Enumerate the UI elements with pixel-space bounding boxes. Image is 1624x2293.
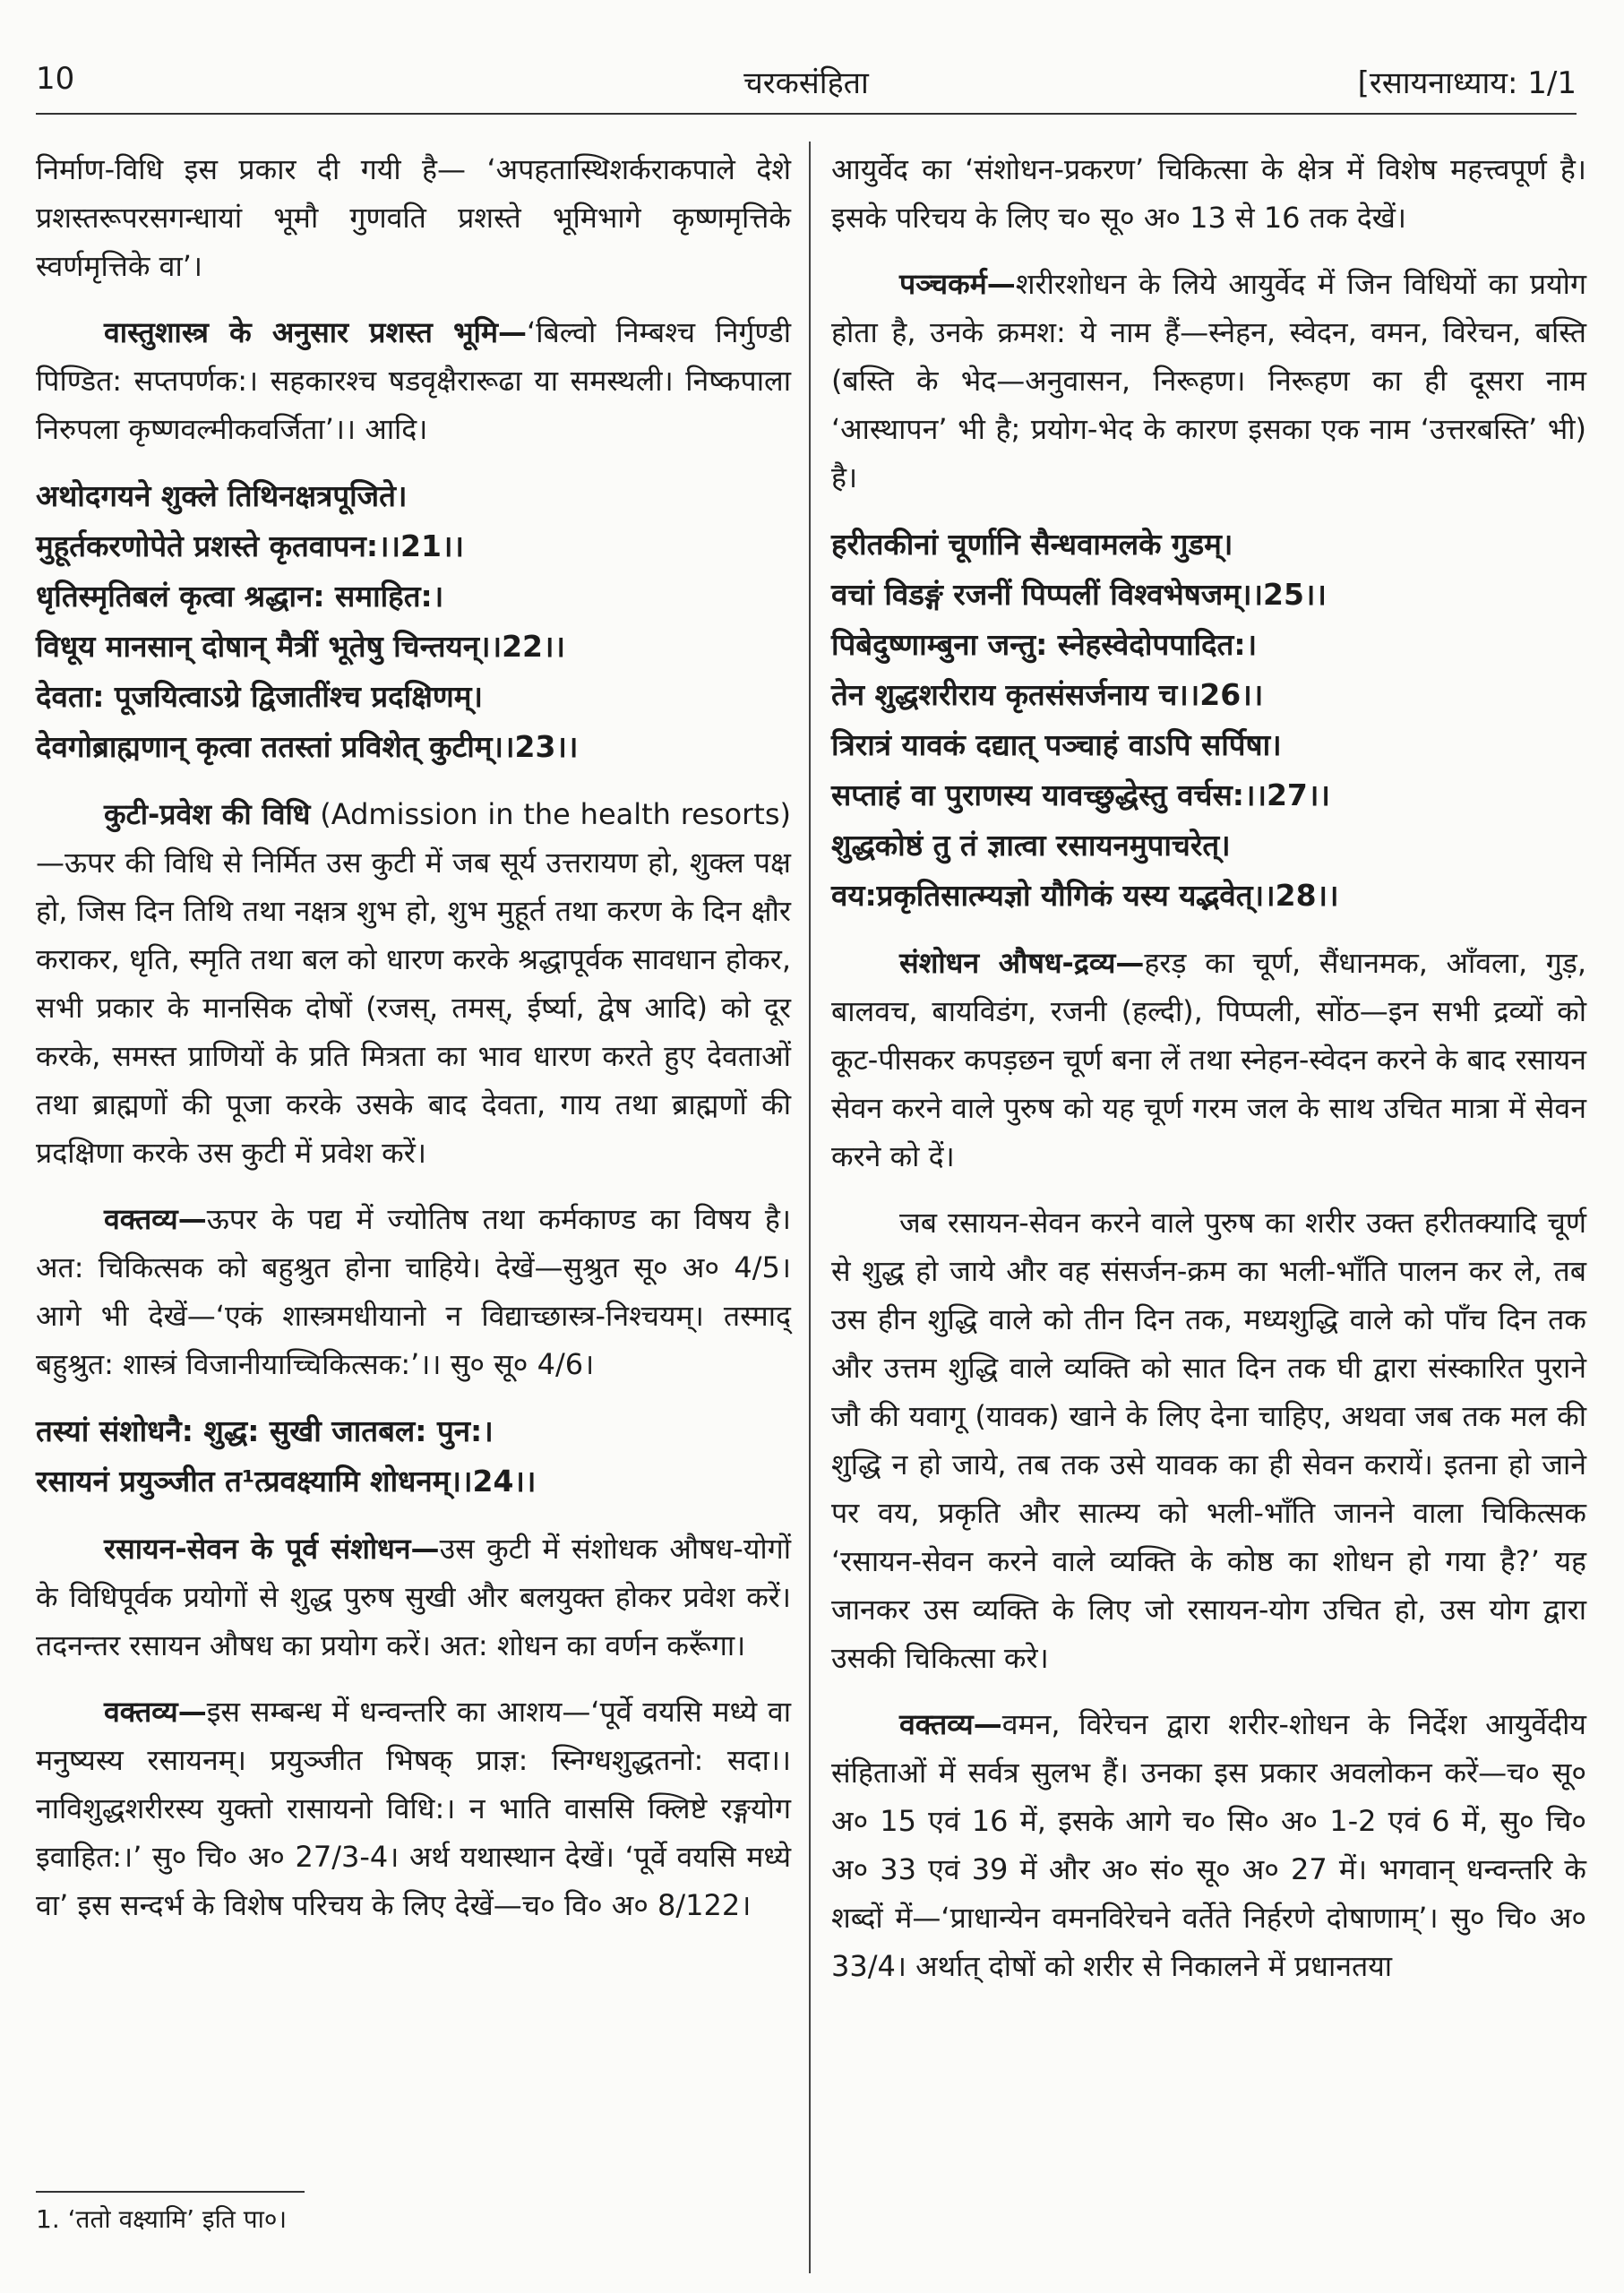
verse-line: विधूय मानसान् दोषान् मैत्रीं भूतेषु चिन्तयन्।।22।। — [36, 629, 566, 664]
paragraph-text: (Admission in the health resorts)—ऊपर की विधि से निर्मित उस कुटी में जब सूर्य उत्तरायण हो, शुक्ल पक्ष हो, जिस दिन तिथि तथा नक्षत्र शुभ हो, शुभ मुहूर्त तथा करण के दिन क्षौर कराकर, धृति, स्मृति तथा बल को धारण करके श्रद्धापूर्वक सावधान होकर, सभी प्रकार के मानसिक दोषों (रजस्, तमस्, ईर्ष्या, द्वेष आदि) को दूर करके, समस्त प्राणियों के प्रति मित्रता का भाव धारण करते हुए देवताओं तथा ब्राह्मणों की पूजा करके उसके बाद देवता, गाय तथा ब्राह्मणों की प्रदक्षिणा करके उस कुटी में प्रवेश करें। — [36, 797, 792, 1170]
section-heading: रसायन-सेवन के पूर्व संशोधन— — [104, 1532, 440, 1566]
paragraph: निर्माण-विधि इस प्रकार दी गयी है— ‘अपहतास्थिशर्कराकपाले देशे प्रशस्तरूपरसगन्धायां भूमौ गुणवति प्रशस्ते भूमिभागे कृष्णमृत्तिके स्वर्णमृत्तिके वा’। — [36, 152, 791, 283]
paragraph — [36, 1195, 791, 1388]
verse-line: तस्यां संशोधनै: शुद्ध: सुखी जातबल: पुन:। — [36, 1413, 494, 1448]
section-heading: वक्तव्य— — [104, 1695, 207, 1729]
verse-line: देवगोब्राह्मणान् कृत्वा ततस्तां प्रविशेत् कुटीम्।।23।। — [36, 729, 579, 764]
verse-line: शुद्धकोष्ठं तु तं ज्ञात्वा रसायनमुपाचरेत्। — [831, 828, 1231, 863]
column-divider — [809, 142, 811, 2273]
paragraph — [36, 1688, 791, 1929]
verse-line: वय:प्रकृतिसात्म्यज्ञो यौगिकं यस्य यद्भवेत्।।28।। — [831, 878, 1339, 913]
verse-line: तेन शुद्धशरीराय कृतसंसर्जनाय च।।26।। — [831, 677, 1264, 712]
verse-line: सप्ताहं वा पुराणस्य यावच्छुद्धेस्तु वर्चस:।।27।। — [831, 777, 1330, 812]
section-heading: पञ्चकर्म— — [899, 267, 1016, 301]
verse-line: वचां विडङ्गं रजनीं पिप्पलीं विश्वभेषजम्।।25।। — [831, 577, 1327, 612]
paragraph: जब रसायन-सेवन करने वाले पुरुष का शरीर उक्त हरीतक्यादि चूर्ण से शुद्ध हो जाये और वह संसर्जन-क्रम का भली-भाँति पालन कर ले, तब उस हीन शुद्धि वाले को तीन दिन तक, मध्यशुद्धि वाले को पाँच दिन तक और उत्तम शुद्धि वाले व्यक्ति को सात दिन तक घी द्वारा संस्कारित पुराने जौ की यवागू (यावक) खाने के लिए देना चाहिए, अथवा जब तक मल की शुद्धि न हो जाये, तब तक उसे यावक का ही सेवन करायें। इतना हो जाने पर वय, प्रकृति और सात्म्य को भली-भाँति जानने वाला चिकित्सक ‘रसायन-सेवन करने वाले व्यक्ति के कोष्ठ का शोधन हो गया है?’ यह जानकर उस व्यक्ति के लिए जो रसायन-योग उचित हो, उस योग द्वारा उसकी चिकित्सा करे। — [831, 1206, 1586, 1675]
paragraph-text: शरीरशोधन के लिये आयुर्वेद में जिन विधियों का प्रयोग होता है, उनके क्रमश: ये नाम हैं—स्नेहन, स्वेदन, वमन, विरेचन, बस्ति (बस्ति के भेद—अनुवासन, निरूहण। निरूहण का ही दूसरा नाम ‘आस्थापन’ भी है; प्रयोग-भेद के कारण इसका एक नाम ‘उत्तरबस्ति’ भी) है। — [831, 267, 1586, 494]
verse-line: त्रिरात्रं यावकं दद्यात् पञ्चाहं वाऽपि सर्पिषा। — [831, 727, 1282, 762]
section-heading: वास्तुशास्त्र के अनुसार प्रशस्त भूमि— — [104, 315, 528, 349]
verse-line: रसायनं प्रयुञ्जीत त¹त्प्रवक्ष्यामि शोधनम्।।24।। — [36, 1464, 537, 1499]
paragraph-text: ऊपर के पद्य में ज्योतिष तथा कर्मकाण्ड का विषय है। अत: चिकित्सक को बहुश्रुत होना चाहिये। देखें—सुश्रुत सू० अ० 4/5। आगे भी देखें—‘एकं शास्त्रमधीयानो न विद्याच्छास्त्र-निश्चयम्। तस्माद् बहुश्रुत: शास्त्रं विजानीयाच्चिकित्सक:’।। सु० सू० 4/6। — [36, 1202, 791, 1381]
verse-line: देवता: पूजयित्वाऽग्रे द्विजातींश्च प्रदक्षिणम्। — [36, 679, 483, 714]
sanskrit-verse-block — [831, 520, 1586, 921]
paragraph — [36, 308, 791, 453]
footnote-rule — [36, 2191, 305, 2193]
verse-line: पिबेदुष्णाम्बुना जन्तु: स्नेहस्वेदोपपादित:। — [831, 627, 1258, 662]
paragraph-text: हरड़ का चूर्ण, सैंधानमक, आँवला, गुड़, बालवच, बायविडंग, रजनी (हल्दी), पिप्पली, सोंठ—इन सभी द्रव्यों को कूट-पीसकर कपड़छन चूर्ण बना लें तथा स्नेहन-स्वेदन करने के बाद रसायन सेवन करने वाले पुरुष को यह चूर्ण गरम जल के साथ उचित मात्रा में सेवन करने को दें। — [831, 946, 1587, 1173]
paragraph — [831, 260, 1586, 502]
running-header — [36, 52, 1577, 124]
paragraph — [831, 939, 1586, 1181]
section-heading: वक्तव्य— — [899, 1707, 1002, 1741]
page-number: 10 — [36, 61, 75, 97]
sanskrit-verse-block — [36, 471, 791, 772]
footnote: 1. ‘ततो वक्ष्यामि’ इति पा०। — [36, 2204, 288, 2234]
paragraph — [36, 790, 791, 1177]
section-heading: वक्तव्य— — [104, 1202, 207, 1236]
section-heading: कुटी-प्रवेश की विधि — [104, 797, 311, 831]
verse-line: धृतिस्मृतिबलं कृत्वा श्रद्धान: समाहित:। — [36, 579, 444, 614]
book-title: चरकसंहिता — [743, 65, 869, 101]
paragraph — [36, 1524, 791, 1670]
chapter-reference: [रसायनाध्याय: 1/1 — [1357, 65, 1577, 101]
paragraph-text: ‘बिल्वो निम्बश्च निर्गुण्डी पिण्डित: सप्तपर्णक:। सहकारश्च षडवृक्षैरारूढा या समस्थली। निष्कपाला निरुपला कृष्णवल्मीकवर्जिता’।। आदि। — [36, 315, 791, 446]
paragraph-text: उस कुटी में संशोधक औषध-योगों के विधिपूर्वक प्रयोगों से शुद्ध पुरुष सुखी और बलयुक्त होकर प्रवेश करें। तदनन्तर रसायन औषध का प्रयोग करें। अत: शोधन का वर्णन करूँगा। — [36, 1532, 791, 1662]
header-rule — [36, 113, 1577, 115]
sanskrit-verse-block — [36, 1406, 791, 1507]
paragraph-text: वमन, विरेचन द्वारा शरीर-शोधन के निर्देश आयुर्वेदीय संहिताओं में सर्वत्र सुलभ हैं। उनका इस प्रकार अवलोकन करें—च० सू० अ० 15 एवं 16 में, इसके आगे च० सि० अ० 1-2 एवं 6 में, सु० चि० अ० 33 एवं 39 में और अ० सं० सू० अ० 27 में। भगवान् धन्वन्तरि के शब्दों में—‘प्राधान्येन वमनविरेचने वर्तेते निर्हरणे दोषाणाम्’। सु० चि० अ० 33/4। अर्थात् दोषों को शरीर से निकालने में प्रधानतया — [831, 1707, 1586, 1983]
right-column — [831, 145, 1586, 1990]
verse-line: अथोदगयने शुक्ले तिथिनक्षत्रपूजिते। — [36, 478, 408, 513]
verse-line: हरीतकीनां चूर्णानि सैन्धवामलके गुडम्। — [831, 527, 1233, 562]
section-heading: संशोधन औषध-द्रव्य— — [899, 946, 1145, 980]
paragraph-text: इस सम्बन्ध में धन्वन्तरि का आशय—‘पूर्वे वयसि मध्ये वा मनुष्यस्य रसायनम्। प्रयुञ्जीत भिषक् प्राज्ञ: स्निग्धशुद्धतनो: सदा।। नाविशुद्धशरीरस्य युक्तो रासायनो विधि:। न भाति वाससि क्लिष्टे रङ्गयोग इवाहित:।’ सु० चि० अ० 27/3-4। अर्थ यथास्थान देखें। ‘पूर्वे वयसि मध्ये वा’ इस सन्दर्भ के विशेष परिचय के लिए देखें—च० वि० अ० 8/122। — [36, 1695, 791, 1922]
paragraph: आयुर्वेद का ‘संशोधन-प्रकरण’ चिकित्सा के क्षेत्र में विशेष महत्त्वपूर्ण है। इसके परिचय के लिए च० सू० अ० 13 से 16 तक देखें। — [831, 152, 1586, 235]
left-column — [36, 145, 791, 1929]
verse-line: मुहूर्तकरणोपेते प्रशस्ते कृतवापन:।।21।। — [36, 528, 464, 563]
paragraph — [831, 1700, 1586, 1990]
